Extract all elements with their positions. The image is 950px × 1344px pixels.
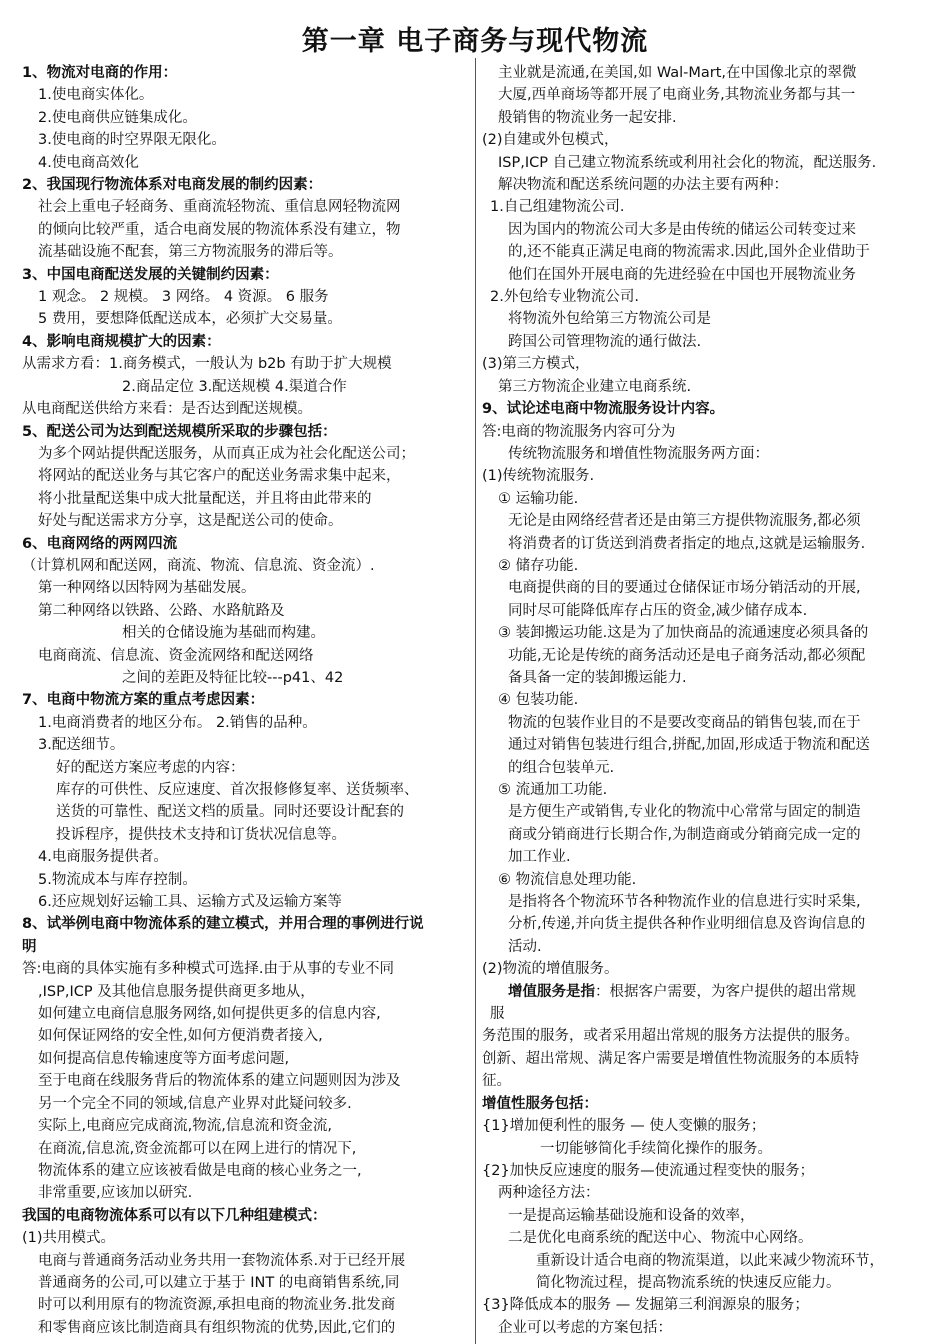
text-line: ③ 装卸搬运功能.这是为了加快商品的流通速度必须具备的 [498,625,869,642]
text-line: 1.使电商实体化。 [38,87,154,104]
text-line: 投诉程序，提供技术支持和订货状况信息等。 [56,826,346,843]
left-column [22,62,470,1339]
text-line: 4.使电商高效化 [38,154,139,171]
text-line: 为多个网站提供配送服务，从而真正成为社会化配送公司； [38,445,415,462]
text-line: (1)共用模式。 [22,1230,116,1247]
text-line: 答:电商的物流服务内容可分为 [482,423,676,440]
text-line: 如何保证网络的安全性,如何方便消费者接入, [38,1028,323,1045]
text-line: (1)传统物流服务. [482,468,595,485]
text-line: 大厦,西单商场等都开展了电商业务,其物流业务都与其一 [498,87,856,104]
text-line: 1.自己组建物流公司. [490,199,625,216]
text-line: 同时尽可能降低库存占压的资金,减少储存成本. [508,602,808,619]
text-line: 他们在国外开展电商的先进经验在中国也开展物流业务 [508,266,856,283]
text-line: {1}增加便利性的服务 — 使人变懒的服务； [482,1118,766,1135]
text-line: 主业就是流通,在美国,如 Wal-Mart,在中国像北京的翠微 [498,65,857,81]
section-heading: 3、中国电商配送发展的关键制约因素： [22,266,279,283]
text-line: (2)物流的增值服务。 [482,961,619,978]
text-line: 物流体系的建立应该被看做是电商的核心业务之一, [38,1162,362,1179]
text-line: (3)第三方模式， [482,356,590,373]
text-line: {2}加快反应速度的服务—使流通过程变快的服务； [482,1162,815,1179]
section-heading: 6、电商网络的两网四流 [22,535,178,552]
section-heading: 增值性服务包括： [482,1095,598,1112]
section-heading: 1、物流对电商的作用： [22,65,178,81]
text-line: 普通商务的公司,可以建立于基于 INT 的电商销售系统,同 [38,1274,400,1291]
text-line [482,981,932,1003]
text-line: ② 储存功能. [498,557,579,574]
right-column [482,62,932,1339]
text-line: 好处与配送需求方分享，这是配送公司的使命。 [38,513,343,530]
text-line: 和零售商应该比制造商具有组织物流的优势,因此,它们的 [38,1319,396,1336]
text-line: 的,还不能真正满足电商的物流需求.因此,国外企业借助于 [508,244,870,261]
text-line: 般销售的物流业务一起安排. [498,109,677,126]
text-line: 征。 [482,1073,511,1090]
text-line: 5.物流成本与库存控制。 [38,871,197,888]
text-line: 将网站的配送业务与其它客户的配送业务需求集中起来， [38,468,401,485]
text-line: 电商提供商的目的要通过仓储保证市场分销活动的开展, [508,580,861,597]
text-line: 功能,无论是传统的商务活动还是电子商务活动,都必须配 [508,647,866,664]
text-line: 是指将各个物流环节各种物流作业的信息进行实时采集, [508,894,861,911]
text-line: 一切能够简化手续简化操作的服务。 [540,1140,772,1157]
text-line: 6.还应规划好运输工具、运输方式及运输方案等 [38,894,342,911]
text-line: 将消费者的订货送到消费者指定的地点,这就是运输服务. [508,535,866,552]
text-line: 至于电商在线服务背后的物流体系的建立问题则因为涉及 [38,1073,401,1090]
text-line: 在商流,信息流,资金流都可以在网上进行的情况下, [38,1140,357,1157]
text-line: 一是提高运输基础设施和设备的效率， [508,1207,755,1224]
text-line: ,ISP,ICP 及其他信息服务提供商更多地从， [38,983,315,1000]
text-line: 传统物流服务和增值性物流服务两方面： [508,445,769,462]
section-heading: 7、电商中物流方案的重点考虑因素： [22,692,265,709]
text-line: 2.商品定位 3.配送规模 4.渠道合作 [122,378,347,395]
page-title: 第一章 电子商务与现代物流 [301,26,649,57]
text-line: 非常重要,应该加以研究. [38,1185,193,1202]
text-line: 时可以利用原有的物流资源,承担电商的物流业务.批发商 [38,1297,396,1314]
text-line: 5 费用，要想降低配送成本，必须扩大交易量。 [38,311,342,328]
text-line: 两种途径方法： [498,1185,600,1202]
section-heading: 9、试论述电商中物流服务设计内容。 [482,401,725,418]
text-line: 电商商流、信息流、资金流网络和配送网络 [38,647,314,664]
text-line: 商或分销商进行长期合作,为制造商或分销商完成一定的 [508,826,861,843]
section-heading: 4、影响电商规模扩大的因素： [22,333,221,350]
text-line: 物流的包装作业目的不是要改变商品的销售包装,而在于 [508,714,861,731]
text-line: 送货的可靠性、配送文档的质量。同时还要设计配套的 [56,804,404,821]
text-line: 的组合包装单元. [508,759,615,776]
text-line: ⑤ 流通加工功能. [498,782,608,798]
text-line: 务范围的服务，或者采用超出常规的服务方法提供的服务。 [482,1028,859,1045]
text-line: 相关的仓储设施为基础而构建。 [122,625,325,642]
inline-bold-term: 增值服务是指 [508,983,595,1000]
text-line: 社会上重电子轻商务、重商流轻物流、重信息网轻物流网 [38,199,401,216]
text-line: 库存的可供性、反应速度、首次报修修复率、送货频率、 [56,782,419,798]
text-line: 2.外包给专业物流公司. [490,289,639,306]
section-heading: 5、配送公司为达到配送规模所采取的步骤包括： [22,423,337,440]
text-line: 二是优化电商系统的配送中心、物流中心网络。 [508,1230,813,1247]
section-heading: 我国的电商物流体系可以有以下几种组建模式： [22,1207,327,1224]
text-line: 通过对销售包装进行组合,拼配,加固,形成适于物流和配送 [508,737,870,754]
section-heading: 2、我国现行物流体系对电商发展的制约因素： [22,177,323,194]
text-line: 从需求方看：1.商务模式，一般认为 b2b 有助于扩大规模 [22,356,392,373]
text-line: 流基础设施不配套，第三方物流服务的滞后等。 [38,244,343,261]
text-line: (2)自建或外包模式， [482,132,619,149]
text-line: 电商与普通商务活动业务共用一套物流体系.对于已经开展 [38,1252,406,1269]
text-line: 企业可以考虑的方案包括： [498,1319,672,1336]
text-line: 4.电商服务提供者。 [38,849,168,866]
text-line: 重新设计适合电商的物流渠道，以此来减少物流环节， [536,1252,884,1269]
text-line: 答:电商的具体实施有多种模式可选择.由于从事的专业不同 [22,961,394,978]
text-line: 之间的差距及特征比较---p41、42 [122,669,344,686]
text-line: 跨国公司管理物流的通行做法. [508,333,702,350]
text-line: 无论是由网络经营者还是由第三方提供物流服务,都必须 [508,513,861,530]
text-line: 第三方物流企业建立电商系统. [498,378,692,395]
inline-text: ：根据客户需要，为客户提供的超出常规 [595,983,856,1000]
text-line: （计算机网和配送网，商流、物流、信息流、资金流）. [22,557,375,574]
text-line: 创新、超出常规、满足客户需要是增值性物流服务的本质特 [482,1050,859,1067]
text-line: 从电商配送供给方来看：是否达到配送规模。 [22,401,312,418]
section-heading: 明 [22,938,37,955]
text-line: 分析,传递,并向货主提供各种作业明细信息及咨询信息的 [508,916,866,933]
text-line: ④ 包装功能. [498,692,579,709]
text-line: 备具备一定的装卸搬运能力. [508,669,687,686]
text-line: 3.使电商的时空界限无限化。 [38,132,226,149]
text-line: ISP,ICP 自己建立物流系统或利用社会化的物流，配送服务. [498,154,877,171]
text-line: 如何建立电商信息服务网络,如何提供更多的信息内容, [38,1006,381,1023]
text-line: 另一个完全不同的领域,信息产业界对此疑问较多. [38,1095,352,1112]
text-line: 将物流外包给第三方物流公司是 [508,311,711,328]
column-divider [475,58,476,1344]
text-line: 第一种网络以因特网为基础发展。 [38,580,256,597]
text-line: 简化物流过程，提高物流系统的快速反应能力。 [536,1274,841,1291]
text-line: 服 [490,1006,505,1023]
text-line: 好的配送方案应考虑的内容： [56,759,245,776]
text-line: 1 观念。 2 规模。 3 网络。 4 资源。 6 服务 [38,289,329,306]
text-line: 实际上,电商应完成商流,物流,信息流和资金流, [38,1118,332,1135]
text-line: 将小批量配送集中成大批量配送，并且将由此带来的 [38,490,372,507]
text-line: 的倾向比较严重，适合电商发展的物流体系没有建立，物 [38,221,401,238]
text-line: 1.电商消费者的地区分布。 2.销售的品种。 [38,714,317,731]
text-line: ⑥ 物流信息处理功能. [498,871,637,888]
text-line: 解决物流和配送系统问题的办法主要有两种： [498,177,788,194]
text-line: 第二种网络以铁路、公路、水路航路及 [38,602,285,619]
text-line: ① 运输功能. [498,490,579,507]
text-line: 因为国内的物流公司大多是由传统的储运公司转变过来 [508,221,856,238]
text-line: 活动. [508,938,542,955]
section-heading: 8、试举例电商中物流体系的建立模式，并用合理的事例进行说 [22,916,424,933]
text-line: 是方便生产或销售,专业化的物流中心常常与固定的制造 [508,804,861,821]
text-line: 3.配送细节。 [38,737,125,754]
text-line: {3}降低成本的服务 — 发掘第三利润源泉的服务； [482,1297,809,1314]
text-line: 如何提高信息传输速度等方面考虑问题, [38,1050,290,1067]
text-line: 加工作业. [508,849,571,866]
text-line: 2.使电商供应链集成化。 [38,109,197,126]
